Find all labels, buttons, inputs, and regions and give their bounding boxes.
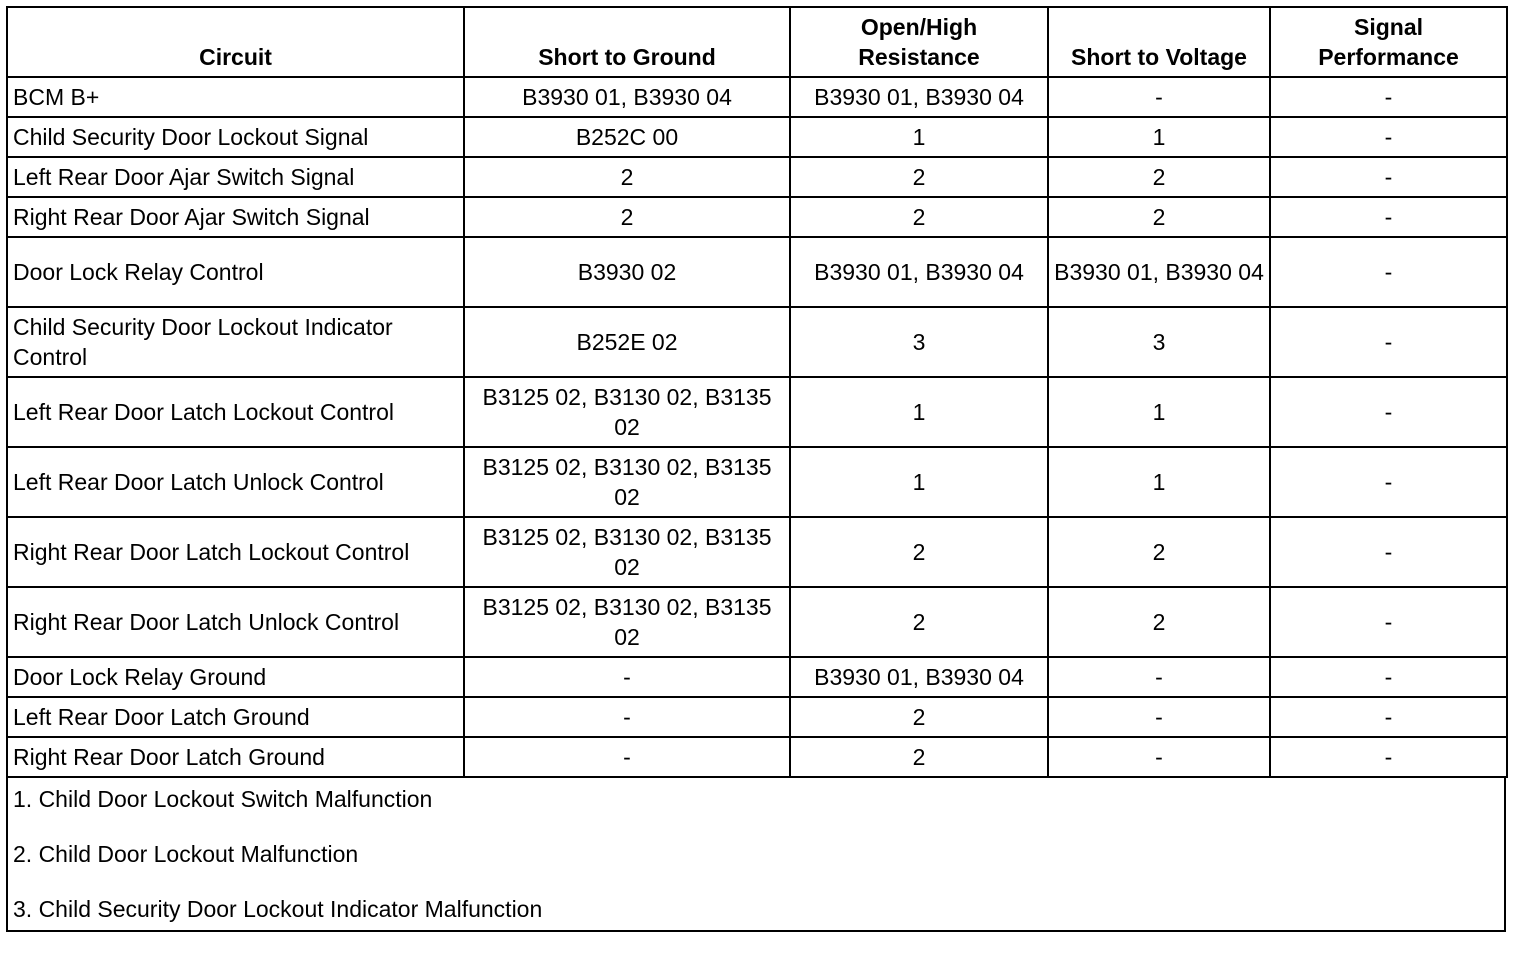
cell-signal-performance: -: [1270, 587, 1507, 657]
cell-short-to-voltage: 1: [1048, 447, 1270, 517]
cell-short-to-voltage: 2: [1048, 197, 1270, 237]
cell-signal-performance: -: [1270, 157, 1507, 197]
cell-circuit: Child Security Door Lockout Indicator Control: [7, 307, 464, 377]
cell-short-to-ground: B3125 02, B3130 02, B3135 02: [464, 517, 790, 587]
cell-signal-performance: -: [1270, 377, 1507, 447]
cell-short-to-ground: B3125 02, B3130 02, B3135 02: [464, 587, 790, 657]
header-open-high-line-1: Open/High: [860, 14, 978, 40]
cell-short-to-ground: 2: [464, 197, 790, 237]
cell-short-to-voltage: -: [1048, 697, 1270, 737]
cell-short-to-voltage: 2: [1048, 517, 1270, 587]
table-row: [7, 697, 1507, 737]
cell-signal-performance: -: [1270, 237, 1507, 307]
cell-short-to-voltage: -: [1048, 737, 1270, 777]
cell-short-to-ground: B3125 02, B3130 02, B3135 02: [464, 447, 790, 517]
cell-open-high-resistance: 1: [790, 377, 1048, 447]
circuit-dtc-table: [6, 6, 1508, 778]
cell-circuit: Left Rear Door Ajar Switch Signal: [7, 157, 464, 197]
header-signal-performance: [1270, 7, 1507, 77]
cell-short-to-voltage: B3930 01, B3930 04: [1048, 237, 1270, 307]
cell-circuit: Door Lock Relay Control: [7, 237, 464, 307]
header-open-high-resistance: [790, 7, 1048, 77]
cell-open-high-resistance: 3: [790, 307, 1048, 377]
table-row: [7, 117, 1507, 157]
cell-open-high-resistance: 2: [790, 157, 1048, 197]
cell-open-high-resistance: 1: [790, 117, 1048, 157]
circuit-diagnostic-table-container: [6, 6, 1506, 932]
cell-signal-performance: -: [1270, 737, 1507, 777]
header-row: [7, 7, 1507, 77]
table-row: [7, 307, 1507, 377]
table-row: [7, 157, 1507, 197]
table-row: [7, 447, 1507, 517]
cell-circuit: Right Rear Door Latch Lockout Control: [7, 517, 464, 587]
cell-short-to-ground: -: [464, 697, 790, 737]
cell-open-high-resistance: 2: [790, 517, 1048, 587]
cell-short-to-ground: 2: [464, 157, 790, 197]
cell-short-to-ground: -: [464, 737, 790, 777]
cell-short-to-voltage: 2: [1048, 587, 1270, 657]
header-short-to-ground: Short to Ground: [464, 7, 790, 77]
cell-short-to-ground: B252C 00: [464, 117, 790, 157]
table-row: [7, 517, 1507, 587]
cell-signal-performance: -: [1270, 447, 1507, 517]
header-signal-line-1: Signal: [1353, 14, 1423, 40]
cell-circuit: Door Lock Relay Ground: [7, 657, 464, 697]
table-footnotes: [6, 778, 1506, 932]
table-row: [7, 377, 1507, 447]
cell-signal-performance: -: [1270, 307, 1507, 377]
cell-circuit: Right Rear Door Latch Unlock Control: [7, 587, 464, 657]
cell-circuit: Child Security Door Lockout Signal: [7, 117, 464, 157]
cell-short-to-ground: B3930 01, B3930 04: [464, 77, 790, 117]
cell-circuit: Right Rear Door Ajar Switch Signal: [7, 197, 464, 237]
table-row: [7, 197, 1507, 237]
cell-circuit: Left Rear Door Latch Lockout Control: [7, 377, 464, 447]
cell-open-high-resistance: 2: [790, 587, 1048, 657]
cell-signal-performance: -: [1270, 697, 1507, 737]
cell-signal-performance: -: [1270, 657, 1507, 697]
cell-short-to-voltage: 1: [1048, 377, 1270, 447]
cell-signal-performance: -: [1270, 517, 1507, 587]
cell-open-high-resistance: 1: [790, 447, 1048, 517]
cell-open-high-resistance: B3930 01, B3930 04: [790, 657, 1048, 697]
table-row: [7, 237, 1507, 307]
cell-circuit: Left Rear Door Latch Unlock Control: [7, 447, 464, 517]
cell-open-high-resistance: B3930 01, B3930 04: [790, 237, 1048, 307]
cell-short-to-ground: B252E 02: [464, 307, 790, 377]
cell-short-to-ground: B3125 02, B3130 02, B3135 02: [464, 377, 790, 447]
cell-circuit: Right Rear Door Latch Ground: [7, 737, 464, 777]
cell-short-to-voltage: 2: [1048, 157, 1270, 197]
cell-open-high-resistance: 2: [790, 197, 1048, 237]
cell-short-to-voltage: -: [1048, 657, 1270, 697]
cell-signal-performance: -: [1270, 197, 1507, 237]
cell-short-to-voltage: 3: [1048, 307, 1270, 377]
header-signal-line-2: Performance: [1318, 44, 1459, 70]
header-circuit: Circuit: [7, 7, 464, 77]
table-row: [7, 77, 1507, 117]
footnote-3: 3. Child Security Door Lockout Indicator Malfunction: [13, 896, 543, 922]
cell-short-to-voltage: -: [1048, 77, 1270, 117]
header-short-to-voltage: Short to Voltage: [1048, 7, 1270, 77]
table-row: [7, 657, 1507, 697]
header-open-high-line-2: Resistance: [858, 44, 980, 70]
table-row: [7, 737, 1507, 777]
table-row: [7, 587, 1507, 657]
cell-short-to-ground: B3930 02: [464, 237, 790, 307]
footnote-1: 1. Child Door Lockout Switch Malfunction: [13, 786, 433, 812]
cell-signal-performance: -: [1270, 77, 1507, 117]
cell-short-to-ground: -: [464, 657, 790, 697]
cell-signal-performance: -: [1270, 117, 1507, 157]
cell-circuit: BCM B+: [7, 77, 464, 117]
cell-circuit: Left Rear Door Latch Ground: [7, 697, 464, 737]
cell-open-high-resistance: 2: [790, 737, 1048, 777]
cell-open-high-resistance: 2: [790, 697, 1048, 737]
cell-short-to-voltage: 1: [1048, 117, 1270, 157]
cell-open-high-resistance: B3930 01, B3930 04: [790, 77, 1048, 117]
footnote-2: 2. Child Door Lockout Malfunction: [13, 841, 359, 867]
